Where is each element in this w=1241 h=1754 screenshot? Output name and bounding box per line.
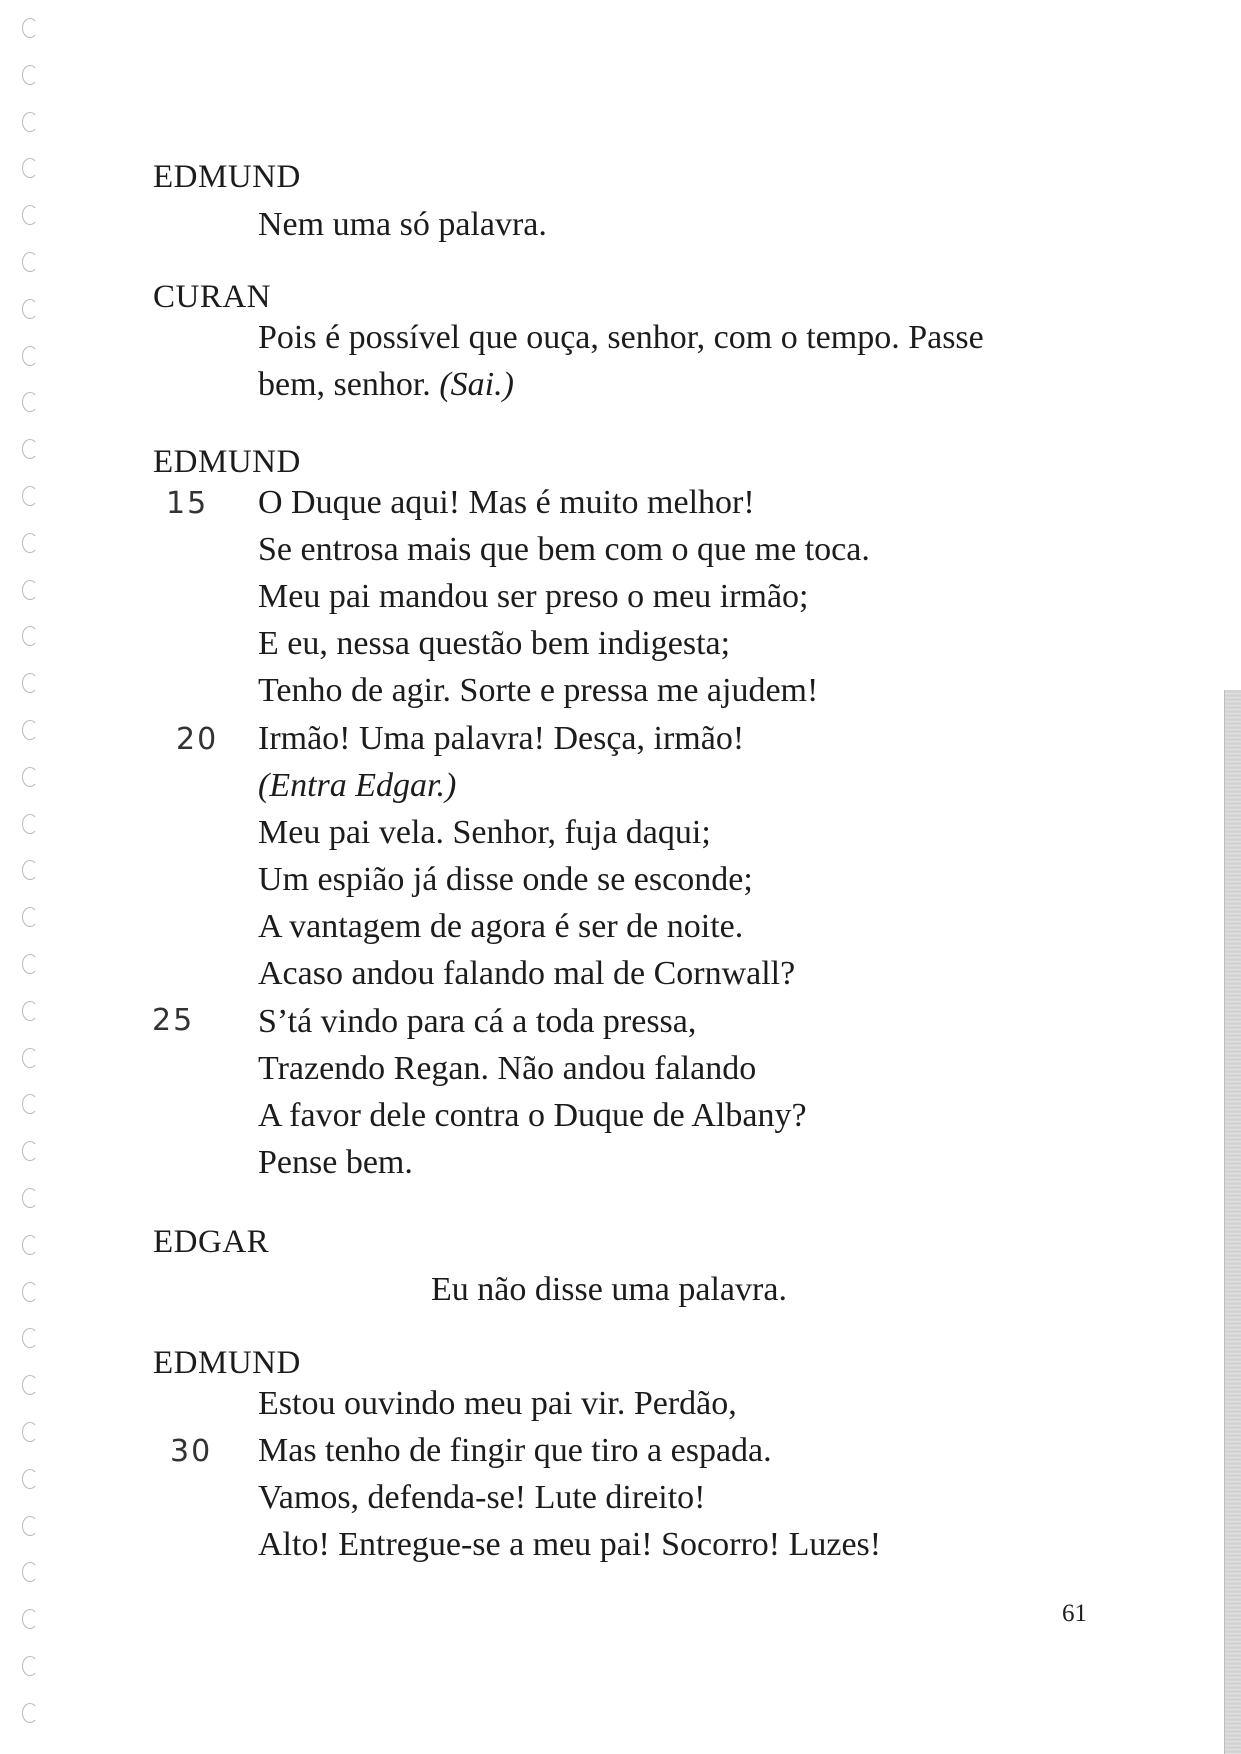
binding-hole: [22, 1188, 38, 1208]
dialogue-line: Alto! Entregue-se a meu pai! Socorro! Luzes!: [258, 1526, 882, 1563]
dialogue-line-with-stage: [258, 368, 514, 402]
binding-hole: [22, 65, 38, 85]
dialogue-line: Se entrosa mais que bem com o que me toca.: [258, 531, 870, 568]
dialogue-line: Mas tenho de fingir que tiro a espada.: [258, 1432, 772, 1469]
dialogue-line: E eu, nessa questão bem indigesta;: [258, 625, 731, 662]
binding-hole: [22, 1562, 38, 1582]
binding-hole: [22, 1094, 38, 1114]
binding-hole: [22, 580, 38, 600]
binding-hole: [22, 1422, 38, 1442]
dialogue-text: bem, senhor.: [258, 366, 440, 403]
binding-hole: [22, 158, 38, 178]
dialogue-line: Pense bem.: [258, 1144, 413, 1181]
dialogue-line: Meu pai vela. Senhor, fuja daqui;: [258, 814, 711, 851]
dialogue-line: Eu não disse uma palavra.: [431, 1271, 787, 1308]
binding-hole: [22, 439, 38, 459]
binding-hole: [22, 1609, 38, 1629]
binding-hole: [22, 486, 38, 506]
dialogue-line: Pois é possível que ouça, senhor, com o tempo. Passe: [258, 319, 984, 356]
dialogue-line: Nem uma só palavra.: [258, 206, 547, 243]
dialogue-line: O Duque aqui! Mas é muito melhor!: [258, 484, 755, 521]
binding-hole: [22, 1656, 38, 1676]
binding-hole: [22, 1282, 38, 1302]
binding-hole: [22, 954, 38, 974]
dialogue-line: A vantagem de agora é ser de noite.: [258, 908, 744, 945]
margin-line-number: 25: [152, 1003, 195, 1038]
stage-direction: (Entra Edgar.): [258, 767, 457, 804]
dialogue-line: Acaso andou falando mal de Cornwall?: [258, 955, 796, 992]
binding-hole: [22, 1001, 38, 1021]
binding-hole: [22, 1469, 38, 1489]
binding-hole: [22, 1235, 38, 1255]
speaker-name: EDMUND: [153, 444, 301, 480]
dialogue-line: Irmão! Uma palavra! Desça, irmão!: [258, 720, 745, 757]
page-number: 61: [1062, 1600, 1087, 1627]
binding-hole: [22, 1048, 38, 1068]
binding-hole: [22, 1375, 38, 1395]
margin-line-number: 30: [170, 1434, 213, 1469]
dialogue-line: S’tá vindo para cá a toda pressa,: [258, 1003, 697, 1040]
margin-line-number: 20: [176, 722, 219, 757]
binding-holes: [22, 18, 52, 1748]
stage-direction: (Sai.): [439, 366, 514, 403]
binding-hole: [22, 1328, 38, 1348]
dialogue-line: A favor dele contra o Duque de Albany?: [258, 1097, 807, 1134]
binding-hole: [22, 252, 38, 272]
dialogue-line: Estou ouvindo meu pai vir. Perdão,: [258, 1385, 737, 1422]
speaker-name: EDMUND: [153, 1345, 301, 1381]
binding-hole: [22, 533, 38, 553]
binding-hole: [22, 1516, 38, 1536]
dialogue-line: Trazendo Regan. Não andou falando: [258, 1050, 757, 1087]
binding-hole: [22, 346, 38, 366]
binding-hole: [22, 860, 38, 880]
dialogue-line: Vamos, defenda-se! Lute direito!: [258, 1479, 706, 1516]
margin-line-number: 15: [166, 486, 209, 521]
binding-hole: [22, 673, 38, 693]
dialogue-line: Meu pai mandou ser preso o meu irmão;: [258, 578, 809, 615]
speaker-name: CURAN: [153, 279, 272, 315]
binding-hole: [22, 1703, 38, 1723]
binding-hole: [22, 112, 38, 132]
speaker-name: EDGAR: [153, 1224, 270, 1260]
binding-hole: [22, 720, 38, 740]
binding-hole: [22, 1141, 38, 1161]
binding-hole: [22, 767, 38, 787]
binding-hole: [22, 392, 38, 412]
binding-hole: [22, 626, 38, 646]
binding-hole: [22, 907, 38, 927]
dialogue-line: Um espião já disse onde se esconde;: [258, 861, 753, 898]
binding-hole: [22, 299, 38, 319]
page-edge-shadow: [1224, 690, 1241, 1754]
binding-hole: [22, 814, 38, 834]
binding-hole: [22, 205, 38, 225]
dialogue-line: Tenho de agir. Sorte e pressa me ajudem!: [258, 672, 819, 709]
speaker-name: EDMUND: [153, 159, 301, 195]
binding-hole: [22, 18, 38, 38]
